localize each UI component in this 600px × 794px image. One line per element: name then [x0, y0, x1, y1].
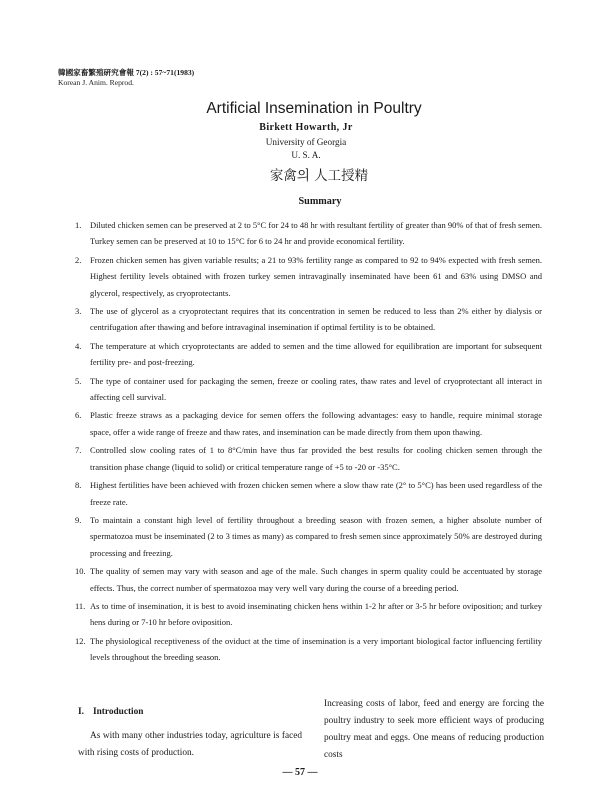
- summary-item-text: To maintain a constant high level of fertility throughout a breeding season with frozen semen, a higher absolute number of spermatozoa must be inseminated (2 to 3 times as many) as compared to fresh semen since approximately 50% are destroyed during processing and freezing.: [90, 514, 542, 558]
- summary-item-text: Diluted chicken semen can be preserved at 2 to 5°C for 24 to 48 hr with resultant fertility of greater than 90% of that of fresh semen. Turkey semen can be preserved at 10 to 15°C for 6 to 24 hr and provide economical fertility.: [90, 220, 542, 247]
- summary-item: [75, 477, 542, 510]
- section-number: I.: [78, 707, 84, 717]
- summary-item-number: 10.: [75, 566, 86, 577]
- summary-item: [75, 633, 542, 666]
- right-column-text: Increasing costs of labor, feed and energy are forcing the poultry industry to seek more efficient ways of producing poultry meat and eggs. One means of reducing production costs: [324, 699, 544, 760]
- summary-item-text: The use of glycerol as a cryoprotectant requires that its concentration in semen be reduced to less than 2% either by dialysis or centrifugation after thawing and before intravaginal insemination if optimal fertility is to be obtained.: [90, 306, 542, 333]
- summary-item-number: 6.: [75, 410, 82, 421]
- summary-item-number: 4.: [75, 340, 82, 351]
- summary-item: [75, 338, 542, 371]
- page-number: — 57 —: [282, 767, 318, 778]
- summary-item-number: 12.: [75, 635, 86, 646]
- author-name: Birkett Howarth, Jr: [259, 122, 353, 133]
- summary-item-text: Frozen chicken semen has given variable results; a 21 to 93% fertility range as compared to 92 to 94% expected with fresh semen. Highest fertility levels obtained with frozen turkey semen intravaginally inseminated have been 61 and 63% using DMSO and glycerol, respectively, as cryoprotectants.: [90, 254, 542, 298]
- summary-item: [75, 252, 542, 301]
- summary-item-number: 9.: [75, 514, 82, 525]
- summary-item-text: The physiological receptiveness of the oviduct at the time of insemination is a very important biological factor influencing fertility levels throughout the breeding season.: [90, 635, 542, 663]
- country: U. S. A.: [291, 150, 321, 160]
- journal-name: Korean J. Anim. Reprod.: [58, 77, 134, 87]
- left-column-text: As with many other industries today, agriculture is faced with rising costs of production.: [78, 731, 302, 758]
- summary-item-number: 8.: [75, 480, 82, 491]
- summary-item: [75, 598, 542, 631]
- affiliation: University of Georgia: [265, 137, 347, 147]
- summary-item-text: The quality of semen may vary with season and age of the male. Such changes in sperm quality could be accentuated by storage effects. Thus, the correct number of spermatozoa may very well vary during the course of a breeding period.: [90, 566, 542, 593]
- right-column: [324, 696, 544, 764]
- journal-citation: 韓國家畜繁殖硏究會報 7(2) : 57~71(1983): [58, 68, 195, 77]
- summary-item-number: 1.: [75, 220, 82, 230]
- summary-item: [75, 217, 542, 250]
- summary-item: [75, 512, 542, 561]
- title-block: [0, 100, 600, 207]
- summary-item-number: 11.: [75, 600, 86, 611]
- section-heading: [78, 704, 302, 721]
- body-columns: [78, 695, 544, 761]
- summary-item-text: Controlled slow cooling rates of 1 to 8°C/min have thus far provided the best results for cooling chicken semen through the transition phase change (liquid to solid) or critical temperature range of +5 to -20 or -35°C.: [90, 445, 542, 472]
- summary-item: [75, 563, 542, 596]
- summary-heading: Summary: [298, 196, 342, 207]
- left-column: [78, 695, 302, 762]
- summary-item: [75, 407, 542, 440]
- summary-item-text: Highest fertilities have been achieved with frozen chicken semen where a slow thaw rate (2° to 5°C) has been used regardless of the freeze rate.: [90, 480, 542, 507]
- paper-title: Artificial Insemination in Poultry: [206, 100, 422, 117]
- summary-item-number: 2.: [75, 254, 82, 265]
- summary-item: [75, 373, 542, 406]
- summary-item-number: 7.: [75, 445, 82, 456]
- summary-item-text: As to time of insemination, it is best to avoid inseminating chicken hens within 1-2 hr after or 3-5 hr before oviposition; and turkey hens during or 7-10 hr before oviposition.: [90, 600, 542, 628]
- journal-header: [58, 68, 194, 87]
- summary-item-number: 5.: [75, 375, 82, 386]
- summary-item: [75, 442, 542, 475]
- summary-item: [75, 303, 542, 336]
- summary-item-number: 3.: [75, 306, 82, 317]
- summary-item-text: The temperature at which cryoprotectants are added to semen and the time allowed for equilibration are important for subsequent fertility pre- and post-freezing.: [90, 340, 542, 368]
- summary-item-text: Plastic freeze straws as a packaging device for semen offers the following advantages: easy to handle, require minimal storage space, offer a wide range of freeze and thaw rates, and insemination can be made directly from them upon thawing.: [90, 410, 542, 437]
- summary-list: [75, 217, 542, 668]
- summary-item-text: The type of container used for packaging the semen, freeze or cooling rates, thaw rates and level of cryoprotectant all interact in affecting cell survival.: [90, 375, 542, 403]
- section-title: Introduction: [93, 707, 144, 717]
- korean-title: 家禽의 人工授精: [269, 168, 369, 184]
